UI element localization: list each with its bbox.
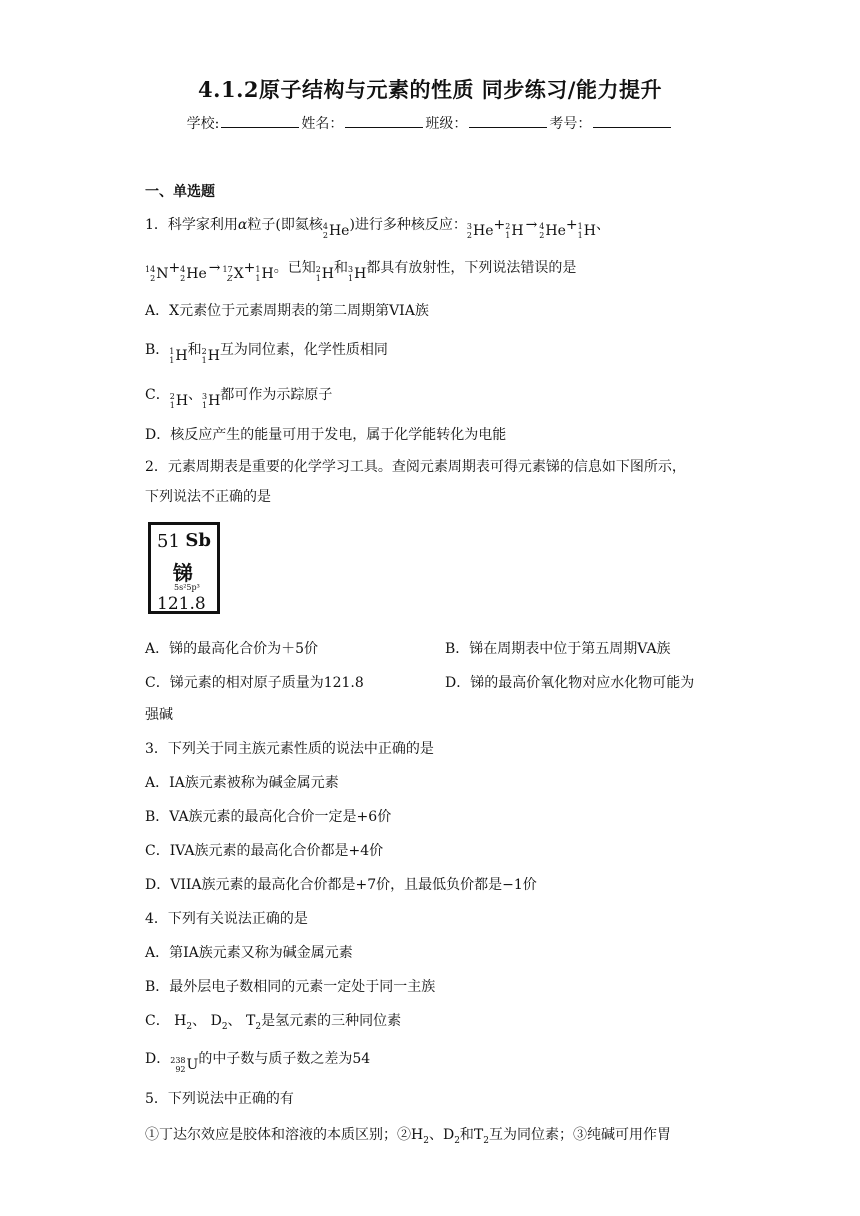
- name-label: 姓名：: [301, 116, 344, 132]
- nuclide-x: 17 Z X: [222, 265, 244, 283]
- nuclide-h2-c: 2 1 H: [201, 347, 220, 365]
- q2-option-a[interactable]: A．锑的最高化合价为＋5价: [145, 641, 319, 657]
- q4-option-a[interactable]: A．第IA族元素又称为碱金属元素: [145, 945, 353, 961]
- nuclide-he4-product: 4 2 He: [539, 222, 566, 240]
- q4-option-c[interactable]: C． $H_2$、 $D_2$、 $T_2$是氢元素的三种同位素: [145, 1013, 402, 1032]
- q2-stem-line2: 下列说法不正确的是: [145, 489, 271, 505]
- atomic-number: 51: [157, 531, 180, 552]
- element-card-sb: [148, 522, 220, 614]
- q4-stem: 4．下列有关说法正确的是: [145, 911, 308, 927]
- q3-option-a[interactable]: A．IA族元素被称为碱金属元素: [145, 775, 339, 791]
- nuclide-u238: 238 92 U: [170, 1056, 199, 1074]
- nuclide-he3: 3 2 He: [466, 222, 494, 240]
- q1-stem-line1: 1．科学家利用α粒子(即氦核 4 2 He )进行多种核反应： 3 2 He + 2 1 H → 4 2 He + 1 1 H 、: [145, 217, 610, 240]
- class-blank[interactable]: [469, 115, 547, 128]
- nuclide-he4: 4 2 He: [322, 222, 350, 240]
- student-info: [0, 113, 860, 133]
- q3-option-d[interactable]: D．VIIA族元素的最高化合价都是+7价，且最低负价都是−1价: [145, 877, 537, 893]
- nuclide-h2-b: 2 1 H: [315, 265, 335, 283]
- q2-option-b[interactable]: B．锑在周期表中位于第五周期VA族: [445, 641, 671, 657]
- section-heading: 一、单选题: [145, 184, 215, 200]
- q5-stem: 5．下列说法中正确的有: [145, 1091, 294, 1107]
- nuclide-he4-r2: 4 2 He: [180, 265, 207, 283]
- nuclide-h3: 3 1 H: [348, 265, 367, 283]
- electron-config: 5s²5p³: [174, 583, 200, 592]
- q3-option-c[interactable]: C．IVA族元素的最高化合价都是+4价: [145, 843, 384, 859]
- q2-stem-line1: 2．元素周期表是重要的化学学习工具。查阅元素周期表可得元素锑的信息如下图所示，: [145, 459, 686, 475]
- exam-label: 考号：: [549, 116, 592, 132]
- nuclide-h1-r2: 1 1 H: [255, 265, 274, 283]
- nuclide-n14: 14 2 N: [145, 265, 169, 283]
- nuclide-h3-b: 3 1 H: [202, 392, 221, 410]
- q2-option-d-cont: 强碱: [145, 707, 173, 723]
- alpha-symbol: α: [237, 217, 248, 233]
- nuclide-h2: 2 1 H: [505, 222, 524, 240]
- q3-option-b[interactable]: B．VA族元素的最高化合价一定是+6价: [145, 809, 392, 825]
- school-blank[interactable]: [221, 115, 299, 128]
- q2-option-c[interactable]: C．锑元素的相对原子质量为121.8: [145, 675, 364, 691]
- q3-stem: 3．下列关于同主族元素性质的说法中正确的是: [145, 741, 434, 757]
- page-title: 4.1.2原子结构与元素的性质 同步练习/能力提升: [198, 77, 662, 102]
- q5-statement-line: ①丁达尔效应是胶体和溶液的本质区别；$②H_2$、$D_2$和$T_2$互为同位素；③纯碱可用作胃: [145, 1127, 671, 1146]
- q1-option-b[interactable]: B． 1 1 H 和 2 1 H 互为同位素，化学性质相同: [145, 342, 388, 365]
- school-label: 学校:: [186, 116, 220, 132]
- q4-option-b[interactable]: B．最外层电子数相同的元素一定处于同一主族: [145, 979, 436, 995]
- q4-option-d[interactable]: D． 238 92 U 的中子数与质子数之差为54: [145, 1051, 371, 1074]
- nuclide-h1-b: 1 1 H: [169, 347, 188, 365]
- q1-option-c[interactable]: C． 2 1 H 、 3 1 H 都可作为示踪原子: [145, 387, 333, 410]
- element-symbol: Sb: [185, 530, 211, 551]
- element-name: 锑: [173, 561, 193, 585]
- q2-option-d[interactable]: D．锑的最高价氧化物对应水化物可能为: [445, 675, 695, 691]
- nuclide-h1: 1 1 H: [577, 222, 596, 240]
- atomic-mass: 121.8: [157, 594, 206, 614]
- name-blank[interactable]: [345, 115, 423, 128]
- q1-stem-line2: 14 2 N + 4 2 He → 17 Z X + 1 1 H 。已知 2 1 H 和 3 1 H 都具有放射性，下列说法错误的是: [145, 260, 577, 283]
- q1-option-d[interactable]: D．核反应产生的能量可用于发电，属于化学能转化为电能: [145, 427, 507, 443]
- q1-option-a[interactable]: A．X元素位于元素周期表的第二周期第VIA族: [145, 303, 429, 319]
- exam-blank[interactable]: [593, 115, 671, 128]
- nuclide-h2-d: 2 1 H: [169, 392, 189, 410]
- class-label: 班级：: [425, 116, 468, 132]
